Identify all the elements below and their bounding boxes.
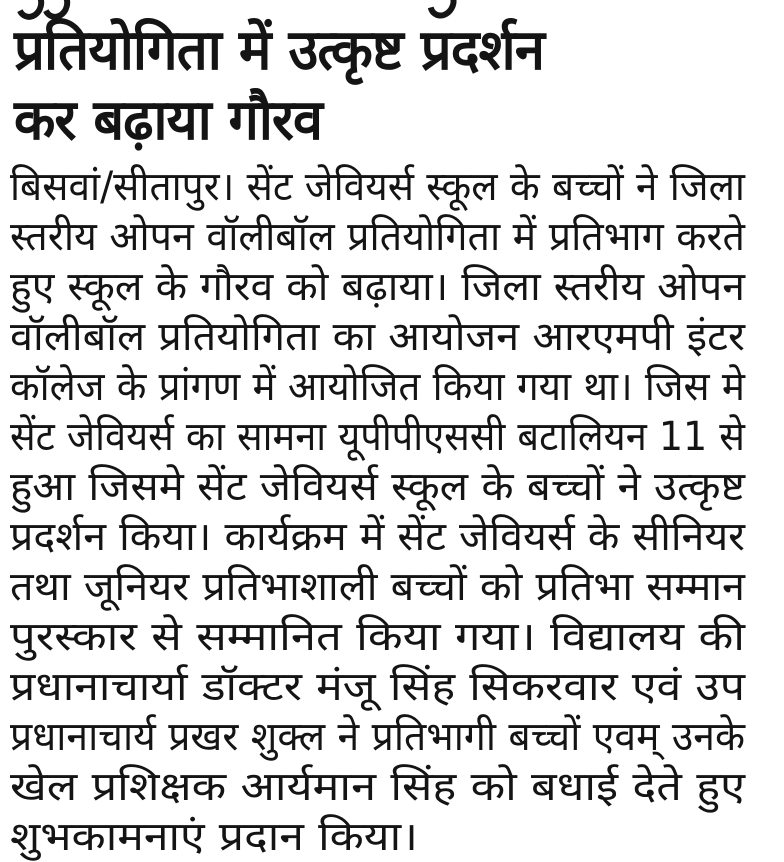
body-line: वॉलीबॉल प्रतियोगिता का आयोजन आरएमपी इंटर xyxy=(10,314,745,360)
body-line: पुरस्कार से सम्मानित किया गया। विद्यालय की xyxy=(10,614,745,660)
body-line: स्तरीय ओपन वॉलीबॉल प्रतियोगिता में प्रतिभाग करते xyxy=(10,214,745,260)
body-row xyxy=(10,462,765,512)
body-line: प्रधानाचार्य प्रखर शुक्ल ने प्रतिभागी बच्चों एवम् उनके xyxy=(10,714,745,760)
body-row xyxy=(10,762,765,812)
body-line: खेल प्रशिक्षक आर्यमान सिंह को बधाई देते हुए xyxy=(10,764,745,810)
body-row xyxy=(10,412,765,462)
headline xyxy=(0,0,765,156)
body-row xyxy=(10,362,765,412)
body-line: तथा जूनियर प्रतिभाशाली बच्चों को प्रतिभा सम्मान xyxy=(10,564,745,610)
article-body xyxy=(0,156,765,862)
body-row xyxy=(10,212,765,262)
headline-line-2: कर बढ़ाया गौरव xyxy=(14,88,322,153)
body-row xyxy=(10,812,765,862)
body-line: हुए स्कूल के गौरव को बढ़ाया। जिला स्तरीय ओपन xyxy=(10,264,745,310)
body-row xyxy=(10,712,765,762)
body-row xyxy=(10,162,765,212)
body-row xyxy=(10,662,765,712)
cropped-previous-line xyxy=(0,0,765,13)
body-line: हुआ जिसमे सेंट जेवियर्स स्कूल के बच्चों ने उत्कृष्ट xyxy=(10,464,745,510)
headline-row xyxy=(14,16,765,86)
body-row xyxy=(10,562,765,612)
body-line: प्रदर्शन किया। कार्यक्रम में सेंट जेवियर्स के सीनियर xyxy=(10,514,745,560)
body-line-clipped: शुभकामनाएं प्रदान किया। xyxy=(10,814,418,860)
body-line: प्रधानाचार्या डॉक्टर मंजू सिंह सिकरवार एवं उप xyxy=(10,664,745,710)
body-line: कॉलेज के प्रांगण में आयोजित किया गया था। जिस मे xyxy=(10,364,745,410)
body-line: सेंट जेवियर्स का सामना यूपीपीएससी बटालियन 11 से xyxy=(10,414,745,460)
body-row xyxy=(10,512,765,562)
body-line: बिसवां/सीतापुर। सेंट जेवियर्स स्कूल के बच्चों ने जिला xyxy=(10,164,745,210)
body-row xyxy=(10,612,765,662)
headline-row xyxy=(14,86,765,156)
body-row xyxy=(10,262,765,312)
body-row xyxy=(10,312,765,362)
headline-line-1: प्रतियोगिता में उत्कृष्ट प्रदर्शन xyxy=(14,18,544,83)
